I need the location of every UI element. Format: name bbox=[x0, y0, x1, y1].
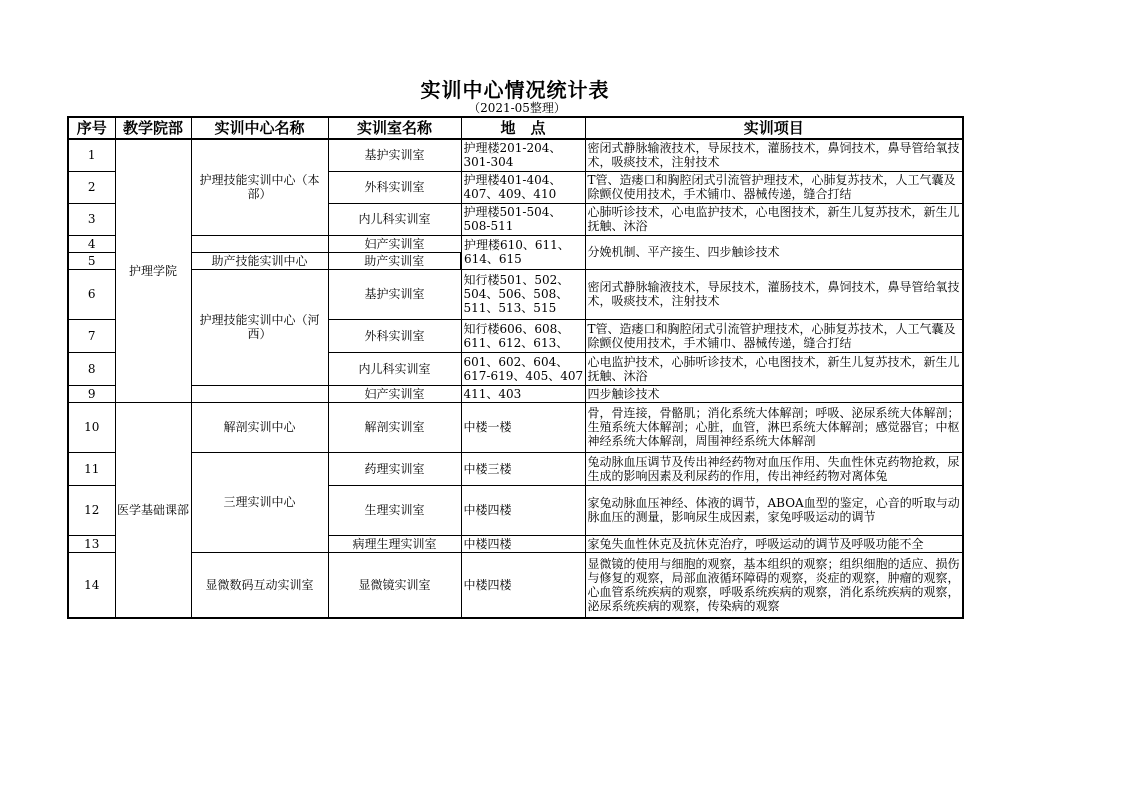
project-cell: 分娩机制、平产接生、四步触诊技术 bbox=[585, 235, 963, 269]
project-cell: 显微镜的使用与细胞的观察，基本组织的观察；组织细胞的适应、损伤与修复的观察，局部血液循环障碍的观察，炎症的观察，肿瘤的观察，心血管系统疾病的观察，呼吸系统疾病的观察，消化系统疾病的观察，泌尿系统疾病的观察，传染病的观察 bbox=[585, 552, 963, 618]
header-room: 实训室名称 bbox=[328, 117, 461, 139]
row-number: 5 bbox=[68, 252, 115, 269]
project-cell: 家兔失血性休克及抗休克治疗，呼吸运动的调节及呼吸功能不全 bbox=[585, 535, 963, 552]
room-cell: 病理生理实训室 bbox=[328, 535, 461, 552]
project-cell: 心肺听诊技术，心电监护技术，心电图技术，新生儿复苏技术，新生儿抚触、沐浴 bbox=[585, 203, 963, 235]
location-cell: 中楼四楼 bbox=[461, 535, 585, 552]
center-cell: 助产技能实训中心 bbox=[191, 252, 328, 269]
room-cell: 妇产实训室 bbox=[328, 385, 461, 402]
header-center: 实训中心名称 bbox=[191, 117, 328, 139]
row-number: 6 bbox=[68, 269, 115, 319]
center-cell: 护理技能实训中心（河西） bbox=[191, 269, 328, 385]
project-cell: T管、造瘘口和胸腔闭式引流管护理技术，心肺复苏技术，人工气囊及除颤仪使用技术，手术铺巾、器械传递，缝合打结 bbox=[585, 319, 963, 352]
project-cell: 兔动脉血压调节及传出神经药物对血压作用、失血性休克药物抢救，尿生成的影响因素及利尿药的作用，传出神经药物对离体兔 bbox=[585, 452, 963, 485]
room-cell: 外科实训室 bbox=[328, 319, 461, 352]
center-cell: 三理实训中心 bbox=[191, 452, 328, 552]
table-row bbox=[68, 385, 963, 402]
project-cell: 骨，骨连接，骨骼肌；消化系统大体解剖；呼吸、泌尿系统大体解剖；生殖系统大体解剖；心脏，血管，淋巴系统大体解剖；感觉器官；中枢神经系统大体解剖，周围神经系统大体解剖 bbox=[585, 402, 963, 452]
row-number: 4 bbox=[68, 235, 115, 252]
room-cell: 外科实训室 bbox=[328, 171, 461, 203]
location-cell: 知行楼501、502、504、506、508、511、513、515 bbox=[461, 269, 585, 319]
row-number: 7 bbox=[68, 319, 115, 352]
table-row bbox=[68, 235, 963, 252]
row-number: 11 bbox=[68, 452, 115, 485]
center-cell-empty bbox=[191, 385, 328, 402]
table-row bbox=[68, 552, 963, 618]
table-row bbox=[68, 452, 963, 485]
project-cell: 密闭式静脉输液技术，导尿技术，灌肠技术，鼻饲技术，鼻导管给氧技术，吸痰技术，注射技术 bbox=[585, 139, 963, 171]
room-cell: 助产实训室 bbox=[328, 252, 461, 269]
room-cell: 妇产实训室 bbox=[328, 235, 461, 252]
table-row bbox=[68, 139, 963, 171]
room-cell: 显微镜实训室 bbox=[328, 552, 461, 618]
table-row bbox=[68, 269, 963, 319]
dept-cell: 医学基础课部 bbox=[115, 402, 191, 618]
header-seq: 序号 bbox=[68, 117, 115, 139]
row-number: 14 bbox=[68, 552, 115, 618]
center-cell: 显微数码互动实训室 bbox=[191, 552, 328, 618]
location-cell: 护理楼501-504、508-511 bbox=[461, 203, 585, 235]
row-number: 3 bbox=[68, 203, 115, 235]
project-cell: T管、造瘘口和胸腔闭式引流管护理技术，心肺复苏技术，人工气囊及除颤仪使用技术，手术铺巾、器械传递，缝合打结 bbox=[585, 171, 963, 203]
room-cell: 内儿科实训室 bbox=[328, 352, 461, 385]
location-cell: 411、403 bbox=[461, 385, 585, 402]
table-row bbox=[68, 402, 963, 452]
location-cell: 中楼一楼 bbox=[461, 402, 585, 452]
room-cell: 药理实训室 bbox=[328, 452, 461, 485]
location-cell: 中楼四楼 bbox=[461, 485, 585, 535]
row-number: 8 bbox=[68, 352, 115, 385]
row-number: 13 bbox=[68, 535, 115, 552]
row-number: 2 bbox=[68, 171, 115, 203]
location-cell: 护理楼401-404、407、409、410 bbox=[461, 171, 585, 203]
dept-cell: 护理学院 bbox=[115, 139, 191, 402]
header-row bbox=[68, 117, 963, 139]
row-number: 9 bbox=[68, 385, 115, 402]
center-cell: 护理技能实训中心（本部） bbox=[191, 139, 328, 235]
room-cell: 内儿科实训室 bbox=[328, 203, 461, 235]
page-title: 实训中心情况统计表 bbox=[420, 78, 610, 102]
row-number: 10 bbox=[68, 402, 115, 452]
project-cell: 心电监护技术，心肺听诊技术，心电图技术，新生儿复苏技术，新生儿抚触、沐浴 bbox=[585, 352, 963, 385]
room-cell: 解剖实训室 bbox=[328, 402, 461, 452]
location-cell: 中楼三楼 bbox=[461, 452, 585, 485]
location-cell: 601、602、604、617-619、405、407 bbox=[461, 352, 585, 385]
header-dept: 教学院部 bbox=[115, 117, 191, 139]
location-cell: 护理楼201-204、301-304 bbox=[461, 139, 585, 171]
training-center-table bbox=[67, 116, 964, 619]
center-cell-empty bbox=[191, 235, 328, 252]
project-cell: 家兔动脉血压神经、体液的调节，ABOA血型的鉴定，心音的听取与动脉血压的测量，影响尿生成因素，家兔呼吸运动的调节 bbox=[585, 485, 963, 535]
project-cell: 四步触诊技术 bbox=[585, 385, 963, 402]
room-cell: 基护实训室 bbox=[328, 139, 461, 171]
row-number: 12 bbox=[68, 485, 115, 535]
location-cell: 护理楼610、611、614、615 bbox=[461, 235, 585, 269]
room-cell: 生理实训室 bbox=[328, 485, 461, 535]
project-cell: 密闭式静脉输液技术，导尿技术，灌肠技术，鼻饲技术，鼻导管给氧技术，吸痰技术，注射技术 bbox=[585, 269, 963, 319]
page-subtitle: （2021-05整理） bbox=[468, 101, 566, 115]
row-number: 1 bbox=[68, 139, 115, 171]
location-cell: 知行楼606、608、611、612、613、 bbox=[461, 319, 585, 352]
location-cell: 中楼四楼 bbox=[461, 552, 585, 618]
room-cell: 基护实训室 bbox=[328, 269, 461, 319]
center-cell: 解剖实训中心 bbox=[191, 402, 328, 452]
header-project: 实训项目 bbox=[585, 117, 963, 139]
header-location: 地 点 bbox=[461, 117, 585, 139]
